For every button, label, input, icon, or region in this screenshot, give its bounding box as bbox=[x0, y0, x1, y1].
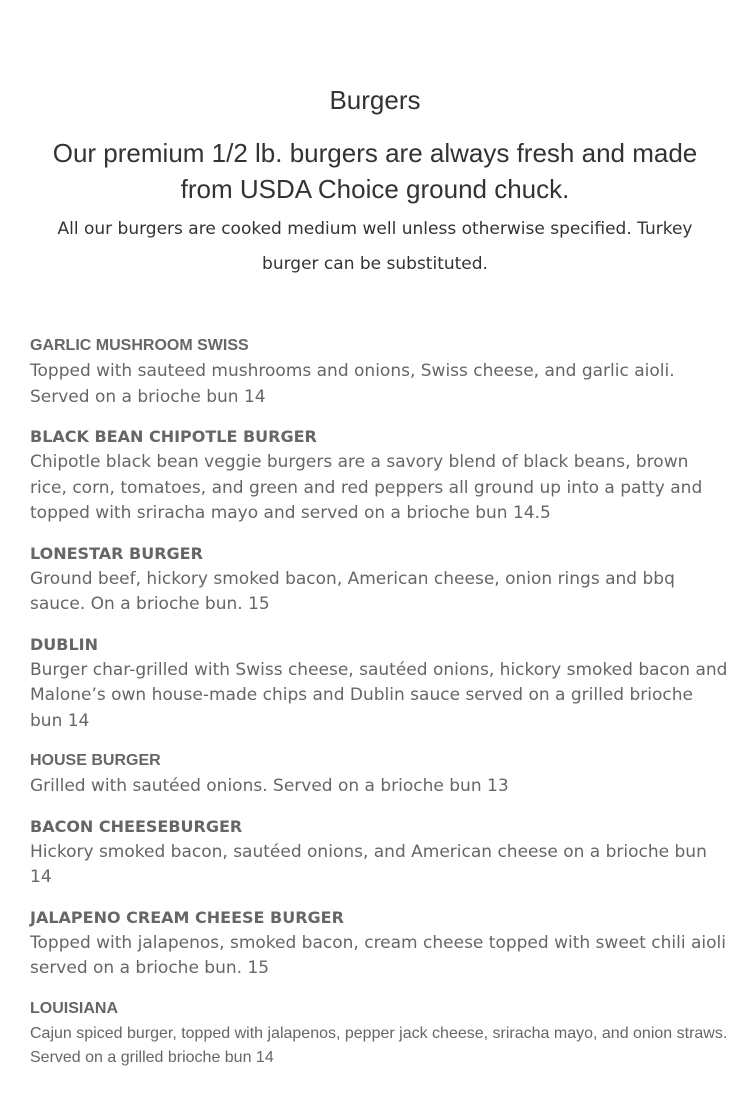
menu-item bbox=[30, 334, 730, 410]
menu-item-name: BACON CHEESEBURGER bbox=[30, 816, 243, 836]
menu-item bbox=[30, 749, 730, 800]
menu-item-name: HOUSE BURGER bbox=[30, 752, 161, 769]
menu-item-name: GARLIC MUSHROOM SWISS bbox=[30, 337, 249, 354]
section-title: Burgers bbox=[329, 85, 421, 115]
menu-item bbox=[30, 997, 730, 1070]
menu-item-description: Cajun spiced burger, topped with jalapenos, pepper jack cheese, sriracha mayo, and onion straws. Served on a grilled brioche bun 14 bbox=[30, 1024, 728, 1066]
menu-item bbox=[30, 542, 730, 618]
menu-item bbox=[30, 425, 730, 527]
menu-item-description: Hickory smoked bacon, sautéed onions, and American cheese on a brioche bun 14 bbox=[30, 841, 707, 887]
menu-item-description: Topped with sauteed mushrooms and onions, Swiss cheese, and garlic aioli. Served on a brioche bun 14 bbox=[30, 361, 675, 407]
menu-item bbox=[30, 906, 730, 982]
menu-item-list bbox=[30, 334, 730, 1085]
menu-item-name: LONESTAR BURGER bbox=[30, 543, 203, 563]
menu-item-description: Burger char-grilled with Swiss cheese, sautéed onions, hickory smoked bacon and Malone’s own house-made chips and Dublin sauce served on a grilled brioche bun 14 bbox=[30, 659, 728, 731]
menu-item bbox=[30, 815, 730, 891]
menu-item-name: JALAPENO CREAM CHEESE BURGER bbox=[30, 907, 344, 927]
menu-header bbox=[0, 0, 750, 282]
section-tagline: Our premium 1/2 lb. burgers are always fresh and made from USDA Choice ground chuck. bbox=[52, 138, 698, 204]
menu-item-description: Chipotle black bean veggie burgers are a savory blend of black beans, brown rice, corn, tomatoes, and green and red peppers all ground up into a patty and topped with sriracha mayo and served on a brioche bun 14.5 bbox=[30, 452, 703, 523]
menu-item-description: Topped with jalapenos, smoked bacon, cream cheese topped with sweet chili aioli served on a brioche bun. 15 bbox=[30, 932, 726, 978]
menu-item-description: Ground beef, hickory smoked bacon, American cheese, onion rings and bbq sauce. On a brioche bun. 15 bbox=[30, 568, 675, 614]
menu-item-name: LOUISIANA bbox=[30, 999, 118, 1017]
menu-item-description: Grilled with sautéed onions. Served on a brioche bun 13 bbox=[30, 776, 509, 796]
section-note: All our burgers are cooked medium well unless otherwise specified. Turkey burger can be substituted. bbox=[57, 219, 693, 274]
menu-item-name: DUBLIN bbox=[30, 634, 99, 654]
menu-item-name: BLACK BEAN CHIPOTLE BURGER bbox=[30, 427, 317, 446]
menu-item bbox=[30, 633, 730, 735]
